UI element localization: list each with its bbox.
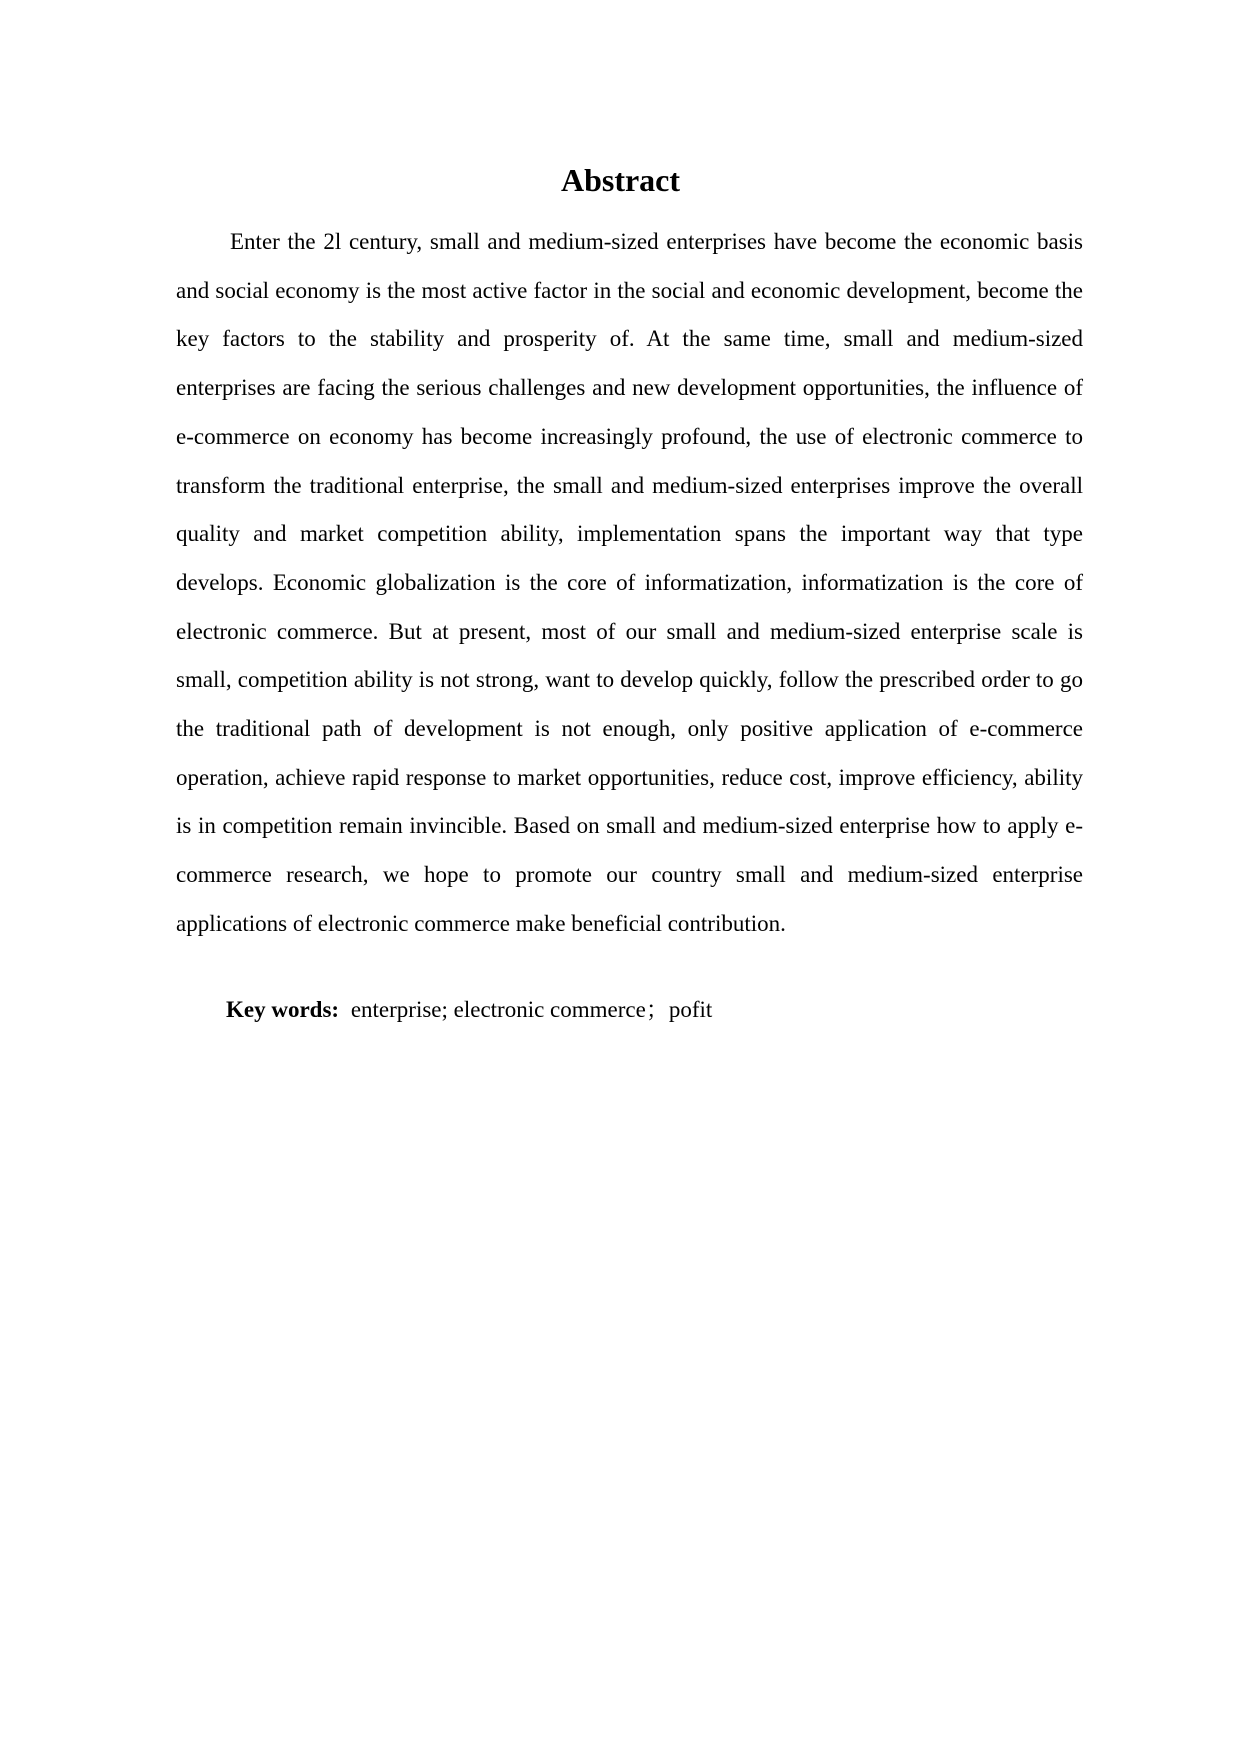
abstract-paragraph: Enter the 2l century, small and medium-sized enterprises have become the economic basis and social economy is the most active factor in the social and economic development, become the key factors to the stability and prosperity of. At the same time, small and medium-sized enterprises are facing the serious challenges and new development opportunities, the influence of e-commerce on economy has become increasingly profound, the use of electronic commerce to transform the traditional enterprise, the small and medium-sized enterprises improve the overall quality and market competition ability, implementation spans the important way that type develops. Economic globalization is the core of informatization, informatization is the core of electronic commerce. But at present, most of our small and medium-sized enterprise scale is small, competition ability is not strong, want to develop quickly, follow the prescribed order to go the traditional path of development is not enough, only positive application of e-commerce operation, achieve rapid response to market opportunities, reduce cost, improve efficiency, ability is in competition remain invincible. Based on small and medium-sized enterprise how to apply e-commerce research, we hope to promote our country small and medium-sized enterprise applications of electronic commerce make beneficial contribution. bbox=[176, 229, 1083, 936]
keywords-label: Key words: bbox=[226, 997, 340, 1022]
page-title: Abstract bbox=[560, 162, 681, 198]
keywords-value: enterprise; electronic commerce；pofit bbox=[350, 997, 713, 1022]
keywords-line bbox=[226, 986, 712, 1034]
